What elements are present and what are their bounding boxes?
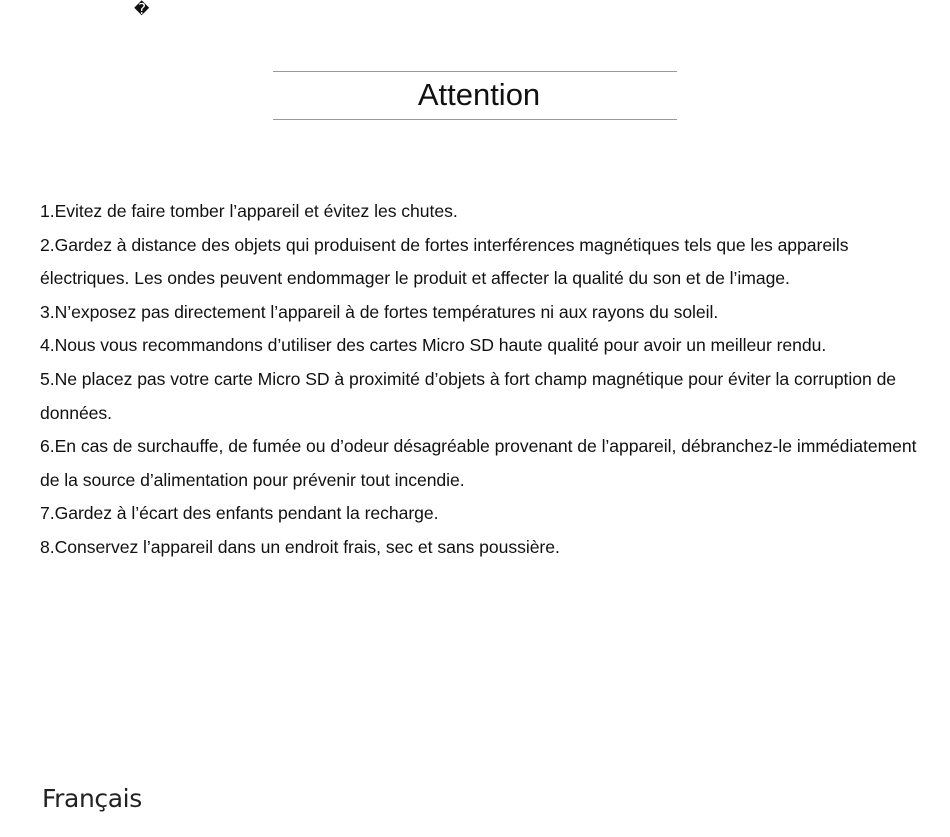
precaution-item-8: 8.Conservez l’appareil dans un endroit frais, sec et sans poussière. bbox=[40, 536, 560, 557]
precaution-item-5: 5.Ne placez pas votre carte Micro SD à proximité d’objets à fort champ magnétique pour éviter la corruption de données. bbox=[40, 368, 897, 423]
precaution-item-7: 7.Gardez à l’écart des enfants pendant la recharge. bbox=[40, 503, 439, 524]
replacement-character-glyph: � bbox=[134, 0, 150, 18]
precaution-item-3: 3.N’exposez pas directement l’appareil à de fortes températures ni aux rayons du soleil. bbox=[40, 301, 719, 322]
precaution-item-4: 4.Nous vous recommandons d’utiliser des cartes Micro SD haute qualité pour avoir un meilleur rendu. bbox=[40, 335, 827, 356]
precaution-item-1: 1.Evitez de faire tomber l’appareil et évitez les chutes. bbox=[40, 201, 458, 221]
precaution-item-2: 2.Gardez à distance des objets qui produisent de fortes interférences magnétiques tels que les appareils électriques. Les ondes peuvent endommager le produit et affecter la qualité du son et de l’image. bbox=[40, 234, 849, 289]
page-title: Attention bbox=[417, 77, 541, 112]
precautions-list bbox=[40, 195, 930, 565]
language-label: Français bbox=[42, 784, 142, 813]
precaution-item-6: 6.En cas de surchauffe, de fumée ou d’odeur désagréable provenant de l’appareil, débranchez-le immédiatement de la source d’alimentation pour prévenir tout incendie. bbox=[40, 436, 917, 490]
title-block bbox=[273, 71, 677, 120]
